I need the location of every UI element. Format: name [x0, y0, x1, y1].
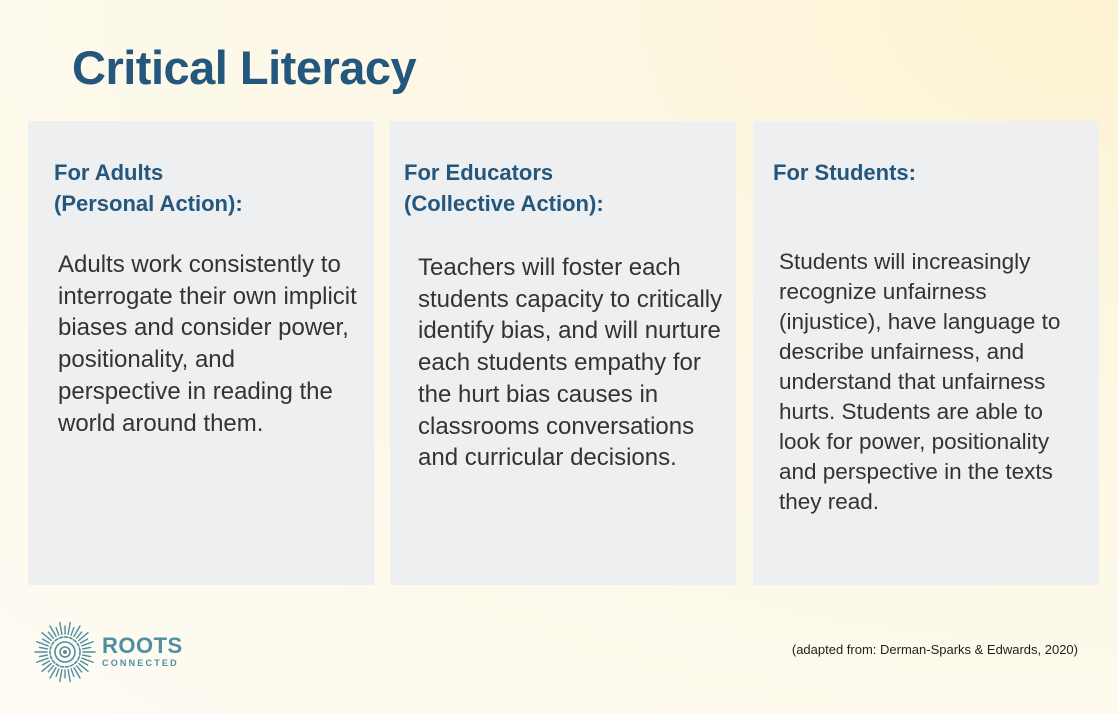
card-students [753, 121, 1099, 585]
roots-connected-logo [33, 620, 183, 684]
card-heading: For Adults (Personal Action): [54, 160, 243, 216]
logo-subtitle: CONNECTED [102, 658, 179, 668]
card-educators [390, 121, 736, 585]
card-body: Adults work consistently to interrogate their own implicit biases and consider power, positionality, and perspective in reading the world around them. [58, 251, 357, 437]
citation: (adapted from: Derman-Sparks & Edwards, 2020) [791, 642, 1078, 657]
card-body: Teachers will foster each students capacity to critically identify bias, and will nurture each students empathy for the hurt bias causes in classrooms conversations and curricular decisions. [418, 254, 723, 472]
roots-sunburst-icon [33, 620, 97, 684]
page-title: Critical Literacy [72, 41, 417, 94]
card-body: Students will increasingly recognize unfairness (injustice), have language to describe unfairness, and understand that unfairness hurts. Students are able to look for power, positionality and perspective in the texts they read. [779, 249, 1061, 514]
logo-wordmark: ROOTS [102, 633, 183, 658]
card-adults [28, 121, 374, 585]
card-heading: For Students: [773, 160, 916, 185]
card-heading: For Educators (Collective Action): [404, 160, 604, 216]
